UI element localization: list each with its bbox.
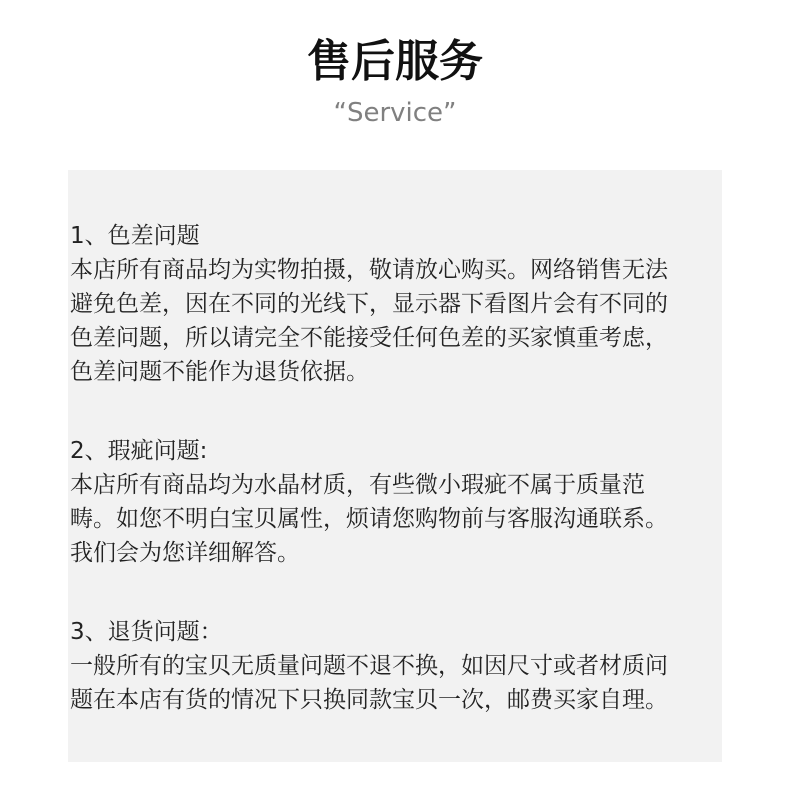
page-title: 售后服务 [307,36,483,87]
section-flaws [70,434,722,570]
section-heading: 2、瑕疵问题: [70,438,208,464]
section-returns [70,615,722,717]
section-heading: 3、退货问题： [70,619,223,645]
section-text-line: 色差问题不能作为退货依据。 [70,359,369,385]
section-color-difference [70,219,722,389]
section-text-line: 一般所有的宝贝无质量问题不退不换，如因尺寸或者材质问 [70,653,668,679]
page-subtitle: “Service” [333,98,457,128]
section-text-line: 色差问题，所以请完全不能接受任何色差的买家慎重考虑， [70,325,668,351]
section-text-line: 我们会为您详细解答。 [70,540,300,566]
after-sales-panel [68,170,722,762]
section-text-line: 本店所有商品均为实物拍摄，敬请放心购买。网络销售无法 [70,257,668,283]
section-text-line: 畴。如您不明白宝贝属性，烦请您购物前与客服沟通联系。 [70,506,668,532]
section-text-line: 题在本店有货的情况下只换同款宝贝一次，邮费买家自理。 [70,687,668,713]
section-heading: 1、色差问题 [70,223,200,249]
section-text-line: 本店所有商品均为水晶材质，有些微小瑕疵不属于质量范 [70,472,645,498]
section-text-line: 避免色差，因在不同的光线下，显示器下看图片会有不同的 [70,291,668,317]
